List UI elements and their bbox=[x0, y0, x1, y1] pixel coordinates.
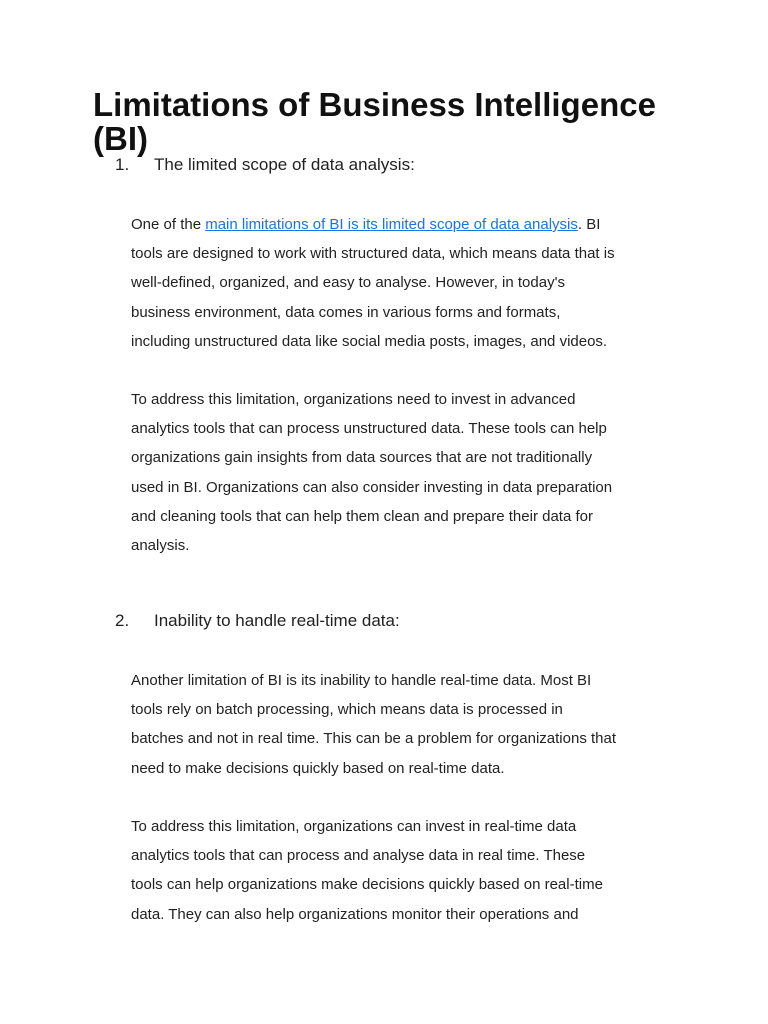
paragraph-line: batches and not in real time. This can be a problem for organizations that bbox=[131, 730, 617, 748]
paragraph-line: business environment, data comes in various forms and formats, bbox=[131, 303, 561, 321]
paragraph bbox=[131, 666, 691, 783]
paragraph-line: used in BI. Organizations can also consider investing in data preparation bbox=[131, 478, 613, 496]
paragraph-line: well-defined, organized, and easy to analyse. However, in today's bbox=[131, 274, 565, 292]
paragraph-line: tools are designed to work with structured data, which means data that is bbox=[131, 245, 615, 263]
section-number: 1. bbox=[115, 155, 130, 174]
paragraph bbox=[131, 210, 691, 356]
paragraph-line: data. They can also help organizations monitor their operations and bbox=[131, 905, 579, 923]
paragraph-line: organizations gain insights from data sources that are not traditionally bbox=[131, 449, 593, 467]
page-title: Limitations of Business Intelligence (BI) bbox=[93, 86, 656, 157]
paragraph-line: tools can help organizations make decisions quickly based on real-time bbox=[131, 876, 603, 894]
section-heading-2 bbox=[115, 610, 400, 632]
paragraph-line: To address this limitation, organizations can invest in real-time data bbox=[131, 818, 577, 835]
paragraph-line: need to make decisions quickly based on real-time data. bbox=[131, 759, 505, 777]
paragraph-line: analytics tools that can process unstructured data. These tools can help bbox=[131, 420, 607, 438]
paragraph-line: tools rely on batch processing, which means data is processed in bbox=[131, 701, 563, 719]
text-segment: . BI bbox=[577, 216, 601, 233]
paragraph-line: Another limitation of BI is its inability to handle real-time data. Most BI bbox=[131, 672, 592, 689]
section-heading-1 bbox=[115, 154, 415, 176]
paragraph-line: including unstructured data like social media posts, images, and videos. bbox=[131, 332, 608, 350]
text-segment: One of the bbox=[131, 216, 206, 233]
paragraph-line: To address this limitation, organizations need to invest in advanced bbox=[131, 391, 576, 408]
section-heading-text: The limited scope of data analysis: bbox=[154, 155, 415, 174]
paragraph-line: and cleaning tools that can help them clean and prepare their data for bbox=[131, 507, 593, 525]
paragraph-line: analytics tools that can process and analyse data in real time. These bbox=[131, 847, 586, 865]
main-limitations-link[interactable]: main limitations of BI is its limited scope of data analysis bbox=[205, 216, 578, 233]
paragraph bbox=[131, 812, 691, 929]
paragraph bbox=[131, 385, 691, 560]
paragraph-line bbox=[131, 210, 691, 239]
section-heading-text: Inability to handle real-time data: bbox=[154, 611, 400, 630]
paragraph-line: analysis. bbox=[131, 537, 190, 555]
section-number: 2. bbox=[115, 611, 130, 630]
